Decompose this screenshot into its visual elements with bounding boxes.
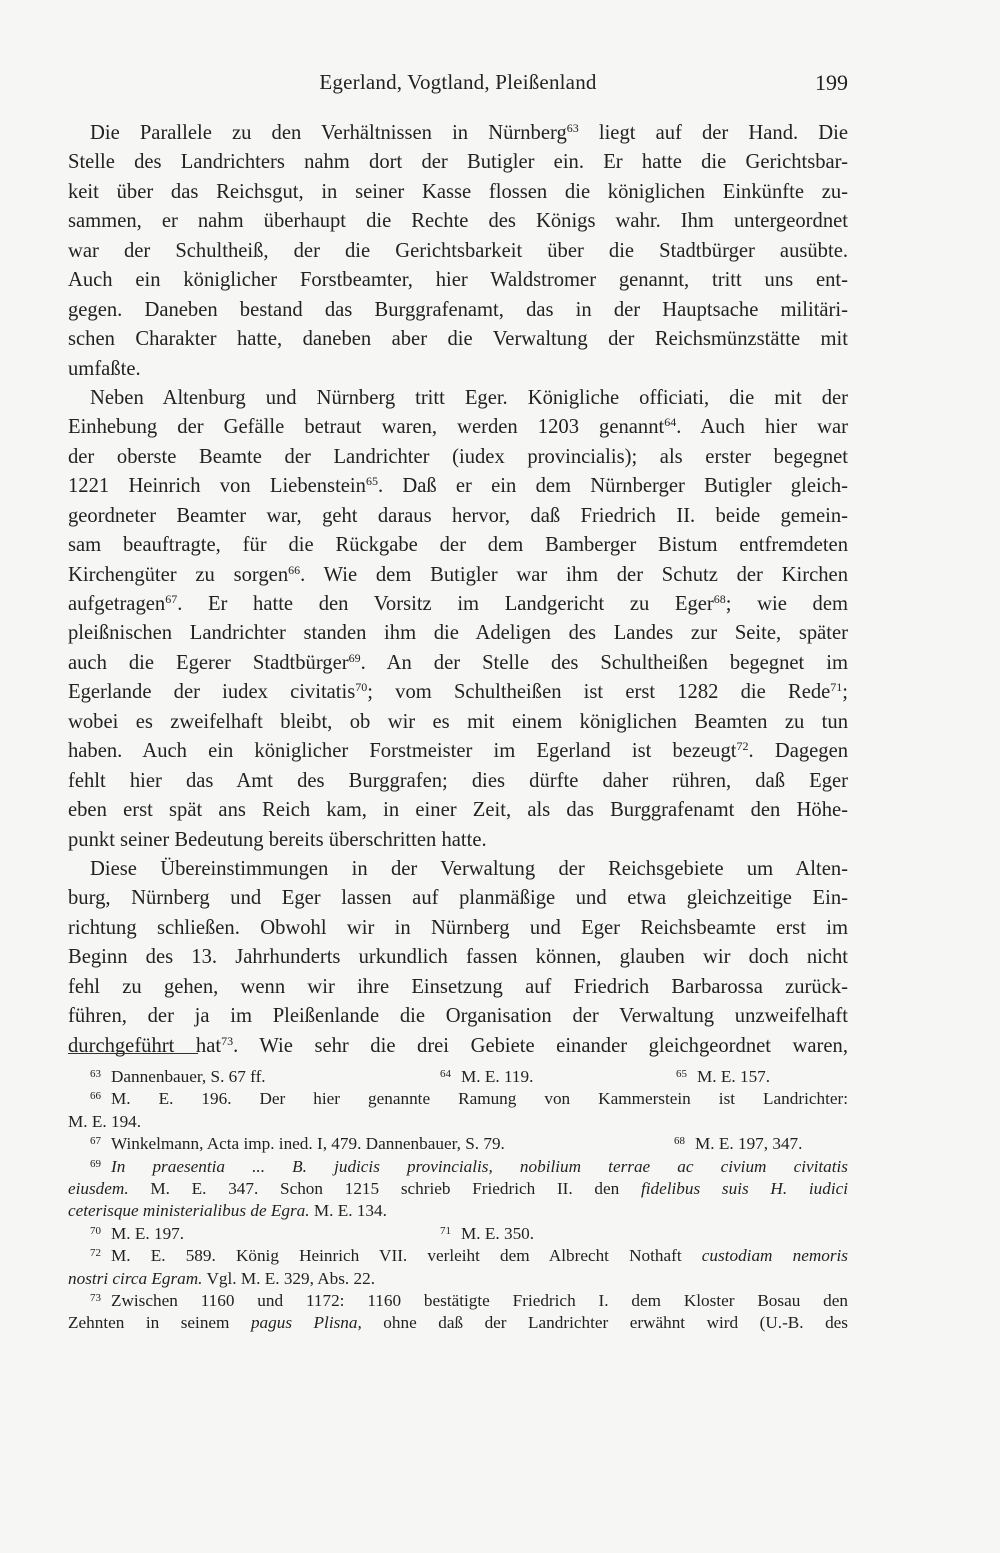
running-title: Egerland, Vogtland, Pleißenland [319, 70, 597, 94]
text-line [68, 472, 848, 501]
text-line [68, 826, 848, 855]
text-line [68, 237, 848, 266]
text-segment: . Wie dem Butigler war ihm der Schutz der Kirchen [300, 563, 848, 586]
page-number: 199 [815, 70, 848, 95]
footnote-69: $^{69}$ In praesentia ... B. judicis provincialis, nobilium terrae ac civium civitatis [90, 1156, 848, 1176]
text-segment: . Er hatte den Vorsitz im Landgericht zu Eger [177, 593, 714, 615]
footnote-73-cont: Zehnten in seinem pagus Plisna, ohne daß der Landrichter erwähnt wird (U.-B. des [68, 1313, 848, 1333]
text-segment: führen, der ja im Pleißenlande die Organisation der Verwaltung unzweifelhaft [68, 1005, 848, 1028]
footnote-66: $^{66}$ M. E. 196. Der hier genannte Ramung von Kammerstein ist Landrichter: [90, 1089, 848, 1109]
text-segment: war der Schultheiß, der die Gerichtsbarkeit über die Stadtbürger ausübte. [68, 239, 848, 262]
text-segment: auch die Egerer Stadtbürger [68, 651, 349, 674]
text-line [68, 384, 848, 413]
text-segment: . An der Stelle des Schultheißen begegnet im [360, 651, 848, 674]
text-line [68, 767, 848, 796]
text-segment: wobei es zweifelhaft bleibt, ob wir es mit einem königlichen Beamten zu tun [68, 710, 848, 733]
text-segment: Egerlande der iudex civitatis [68, 681, 356, 704]
footnote-reference[interactable]: 73 [221, 1033, 234, 1048]
footnote-row-63-65 [68, 1066, 848, 1088]
text-segment: pleißnischen Landrichter standen ihm die Adeligen des Landes zur Seite, später [68, 622, 848, 645]
text-line [68, 119, 848, 148]
text-line [68, 266, 848, 295]
text-segment: sammen, er nahm überhaupt die Rechte des Königs wahr. Ihm untergeordnet [68, 210, 848, 233]
text-segment: eben erst spät ans Reich kam, in einer Zeit, als das Burggrafenamt den Höhe- [68, 799, 848, 822]
footnote-reference[interactable]: 70 [355, 680, 368, 695]
text-line [68, 413, 848, 442]
text-segment: . Auch hier war [676, 416, 848, 439]
text-line [68, 884, 848, 913]
footnote-72: $^{72}$ M. E. 589. König Heinrich VII. verleiht dem Albrecht Nothaft custodiam nemoris [90, 1246, 848, 1266]
footnote-reference[interactable]: 66 [288, 562, 301, 577]
text-line [68, 590, 848, 619]
footnote-66-cont: M. E. 194. [68, 1111, 142, 1131]
text-segment: sam beauftragte, für die Rückgabe der dem Bamberger Bistum entfremdeten [68, 534, 848, 557]
main-text [68, 119, 848, 1061]
text-line [68, 178, 848, 207]
footnote-69-cont-1: eiusdem. M. E. 347. Schon 1215 schrieb Friedrich II. den fidelibus suis H. iudici [68, 1178, 848, 1198]
text-segment: Beginn des 13. Jahrhunderts urkundlich fassen können, glauben wir doch nicht [68, 946, 848, 969]
text-segment: haben. Auch ein königlicher Forstmeister im Egerland ist bezeugt [68, 740, 737, 763]
text-segment: Neben Altenburg und Nürnberg tritt Eger. Königliche officiati, die mit der [90, 386, 848, 409]
footnote-reference[interactable]: 67 [165, 592, 178, 606]
text-line [68, 148, 848, 177]
text-line [68, 561, 848, 590]
text-segment: der oberste Beamte der Landrichter (iudex provincialis); als erster begegnet [68, 445, 848, 468]
text-segment: ; [842, 681, 849, 704]
text-line [68, 619, 848, 648]
text-segment: Einhebung der Gefälle betraut waren, werden 1203 genannt [68, 416, 665, 439]
text-segment: keit über das Reichsgut, in seiner Kasse flossen die königlichen Einkünfte zu- [68, 180, 848, 203]
footnote-row-70-71 [68, 1223, 848, 1245]
text-line [68, 531, 848, 560]
text-line [68, 296, 848, 325]
text-segment: schen Charakter hatte, daneben aber die Verwaltung der Reichsmünzstätte mit [68, 328, 848, 351]
text-segment: ; vom Schultheißen ist erst 1282 die Rede [367, 681, 831, 704]
text-segment: geordneter Beamter war, geht daraus hervor, daß Friedrich II. beide gemein- [68, 504, 848, 527]
text-segment: durchgeführt hat [68, 1034, 222, 1057]
text-segment: fehl zu gehen, wenn wir ihre Einsetzung auf Friedrich Barbarossa zurück- [68, 975, 848, 998]
text-segment: burg, Nürnberg und Eger lassen auf planmäßige und etwa gleichzeitige Ein- [68, 887, 848, 910]
text-segment: 1221 Heinrich von Liebenstein [68, 475, 366, 498]
text-line [68, 914, 848, 943]
text-line [68, 678, 848, 707]
text-segment: Stelle des Landrichters nahm dort der Butigler ein. Er hatte die Gerichtsbar- [68, 151, 848, 174]
text-line [68, 207, 848, 236]
footnote-65: $^{65}$ M. E. 157. [676, 1067, 771, 1086]
text-segment: gegen. Daneben bestand das Burggrafenamt, das in der Hauptsache militäri- [68, 298, 848, 321]
footnote-71: $^{71}$ M. E. 350. [440, 1223, 535, 1243]
footnote-70: $^{70}$ M. E. 197. [90, 1223, 185, 1243]
footnote-reference[interactable]: 68 [713, 592, 726, 606]
footnote-reference[interactable]: 63 [566, 121, 579, 135]
footnote-63: $^{63}$ Dannenbauer, S. 67 ff. [90, 1067, 266, 1086]
text-segment: fehlt hier das Amt des Burggrafen; dies dürfte daher rühren, daß Eger [68, 769, 848, 792]
footnote-reference[interactable]: 71 [830, 680, 843, 695]
text-line [68, 325, 848, 354]
footnote-69-cont-2: ceterisque ministerialibus de Egra. M. E. 134. [68, 1201, 387, 1221]
footnote-reference[interactable]: 65 [365, 474, 378, 489]
text-line [68, 502, 848, 531]
text-segment: richtung schließen. Obwohl wir in Nürnberg und Eger Reichsbeamte erst im [68, 916, 848, 939]
text-segment: Kirchengüter zu sorgen [68, 563, 289, 586]
text-segment: umfaßte. [68, 357, 141, 380]
text-line [68, 1002, 848, 1031]
footnote-reference[interactable]: 69 [348, 650, 361, 665]
text-segment: punkt seiner Bedeutung bereits überschritten hatte. [68, 828, 487, 851]
footnote-68: $^{68}$ M. E. 197, 347. [674, 1134, 803, 1154]
text-line [68, 1032, 848, 1061]
text-line [68, 737, 848, 766]
footnote-reference[interactable]: 72 [736, 739, 749, 754]
footnote-row-67-68 [68, 1133, 848, 1155]
footnote-rule [68, 1053, 198, 1054]
text-segment: Auch ein königlicher Forstbeamter, hier Waldstromer genannt, tritt uns ent- [68, 269, 848, 292]
running-head [68, 70, 848, 102]
footnote-64: $^{64}$ M. E. 119. [440, 1067, 534, 1086]
footnote-73: $^{73}$ Zwischen 1160 und 1172: 1160 bestätigte Friedrich I. dem Kloster Bosau den [90, 1290, 848, 1310]
text-segment: liegt auf der Hand. Die [578, 122, 848, 144]
text-segment: aufgetragen [68, 593, 166, 615]
text-line [68, 943, 848, 972]
text-segment: Die Parallele zu den Verhältnissen in Nürnberg [90, 122, 567, 144]
text-segment: Diese Übereinstimmungen in der Verwaltung der Reichsgebiete um Alten- [90, 857, 848, 880]
text-line [68, 973, 848, 1002]
footnotes [68, 1066, 848, 1335]
text-segment: . Wie sehr die drei Gebiete einander gleichgeordnet waren, [233, 1034, 848, 1057]
text-segment: . Dagegen [748, 740, 849, 763]
text-line [68, 355, 848, 384]
text-line [68, 708, 848, 737]
text-segment: ; wie dem [725, 593, 848, 615]
footnote-reference[interactable]: 64 [664, 415, 677, 430]
footnote-67: $^{67}$ Winkelmann, Acta imp. ined. I, 479. Dannenbauer, S. 79. [90, 1134, 505, 1154]
text-segment: . Daß er ein dem Nürnberger Butigler gleich- [377, 475, 848, 498]
text-line [68, 855, 848, 884]
text-line [68, 796, 848, 825]
footnote-72-cont: nostri circa Egram. Vgl. M. E. 329, Abs. 22. [68, 1268, 376, 1288]
text-line [68, 443, 848, 472]
text-line [68, 649, 848, 678]
